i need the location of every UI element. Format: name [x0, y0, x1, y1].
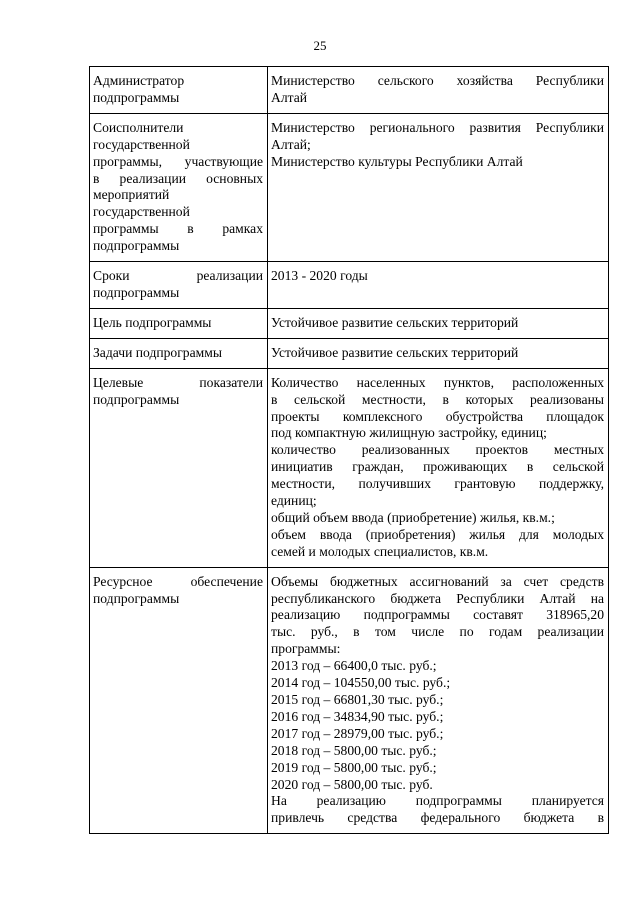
value-line: семей и молодых специалистов, кв.м. [271, 543, 489, 559]
label-line: в реализации основных [93, 170, 263, 186]
table-row [90, 113, 609, 261]
label-line: подпрограммы [93, 238, 180, 254]
value-line: Алтай; [271, 136, 311, 152]
value-line: тыс. руб., в том числе по годам реализации [271, 624, 604, 640]
label-line: Сроки реализации [93, 268, 263, 284]
label-line: Цель подпрограммы [93, 314, 212, 330]
value-line: 2020 год – 5800,00 тыс. руб. [271, 776, 433, 792]
value-line: 2013 год – 66400,0 тыс. руб.; [271, 658, 437, 674]
row-value-cell [268, 368, 609, 567]
value-line: Объемы бюджетных ассигнований за счет средств [271, 573, 604, 589]
label-line: Задачи подпрограммы [93, 344, 222, 360]
label-line: государственной [93, 204, 190, 220]
value-line: 2013 - 2020 годы [271, 268, 368, 284]
table-row [90, 308, 609, 338]
label-line: государственной [93, 136, 190, 152]
value-line: 2016 год – 34834,90 тыс. руб.; [271, 708, 444, 724]
value-line: Устойчивое развитие сельских территорий [271, 344, 519, 360]
label-line: Администратор [93, 73, 185, 88]
value-line: инициатив граждан, проживающих в сельской [271, 459, 604, 475]
row-value-cell [268, 262, 609, 309]
row-label-cell [90, 262, 268, 309]
row-label-cell [90, 308, 268, 338]
label-line: подпрограммы [93, 590, 180, 606]
value-line: под компактную жилищную застройку, единиц; [271, 425, 547, 441]
label-line: программы в рамках [93, 221, 263, 237]
row-label-cell [90, 338, 268, 368]
label-line: программы, участвующие [93, 153, 263, 169]
value-line: Устойчивое развитие сельских территорий [271, 314, 519, 330]
row-label-cell [90, 67, 268, 114]
passport-table [89, 66, 609, 834]
label-line: подпрограммы [93, 391, 180, 407]
row-value-cell [268, 67, 609, 114]
table-row [90, 338, 609, 368]
table-row [90, 567, 609, 834]
label-line: Целевые показатели [93, 374, 263, 390]
value-line: реализацию подпрограммы составят 318965,20 [271, 607, 604, 623]
row-value-cell [268, 567, 609, 834]
value-line: 2018 год – 5800,00 тыс. руб.; [271, 742, 437, 758]
row-value-cell [268, 308, 609, 338]
row-label-cell [90, 567, 268, 834]
value-line: привлечь средства федерального бюджета в [271, 810, 604, 826]
value-line: проекты комплексного обустройства площадок [271, 408, 604, 424]
value-line: На реализацию подпрограммы планируется [271, 793, 604, 809]
value-line: Количество населенных пунктов, расположенных [271, 374, 604, 390]
row-value-cell [268, 338, 609, 368]
label-line: подпрограммы [93, 89, 180, 105]
passport-table-body [90, 67, 609, 834]
label-line: подпрограммы [93, 284, 180, 300]
page-number: 25 [313, 38, 327, 53]
value-line: количество реализованных проектов местных [271, 442, 604, 458]
value-line: местности, получивших грантовую поддержку, [271, 476, 604, 492]
value-line: единиц; [271, 493, 317, 509]
value-line: Министерство культуры Республики Алтай [271, 153, 523, 169]
value-line: в сельской местности, в которых реализованы [271, 391, 604, 407]
label-line: Ресурсное обеспечение [93, 573, 263, 589]
label-line: мероприятий [93, 187, 170, 203]
value-line: республиканского бюджета Республики Алтай на [271, 590, 604, 606]
value-line: Министерство регионального развития Республики [271, 119, 604, 135]
table-row [90, 262, 609, 309]
value-line: программы: [271, 641, 341, 657]
row-value-cell [268, 113, 609, 261]
label-line: Соисполнители [93, 119, 184, 135]
table-row [90, 368, 609, 567]
value-line: общий объем ввода (приобретение) жилья, кв.м.; [271, 509, 555, 525]
value-line: Министерство сельского хозяйства Республики [271, 73, 604, 88]
row-label-cell [90, 113, 268, 261]
value-line: Алтай [271, 89, 308, 105]
value-line: 2017 год – 28979,00 тыс. руб.; [271, 725, 444, 741]
value-line: 2019 год – 5800,00 тыс. руб.; [271, 759, 437, 775]
table-row [90, 67, 609, 114]
value-line: 2014 год – 104550,00 тыс. руб.; [271, 675, 451, 691]
value-line: объем ввода (приобретения) жилья для молодых [271, 526, 604, 542]
value-line: 2015 год – 66801,30 тыс. руб.; [271, 692, 444, 707]
row-label-cell [90, 368, 268, 567]
